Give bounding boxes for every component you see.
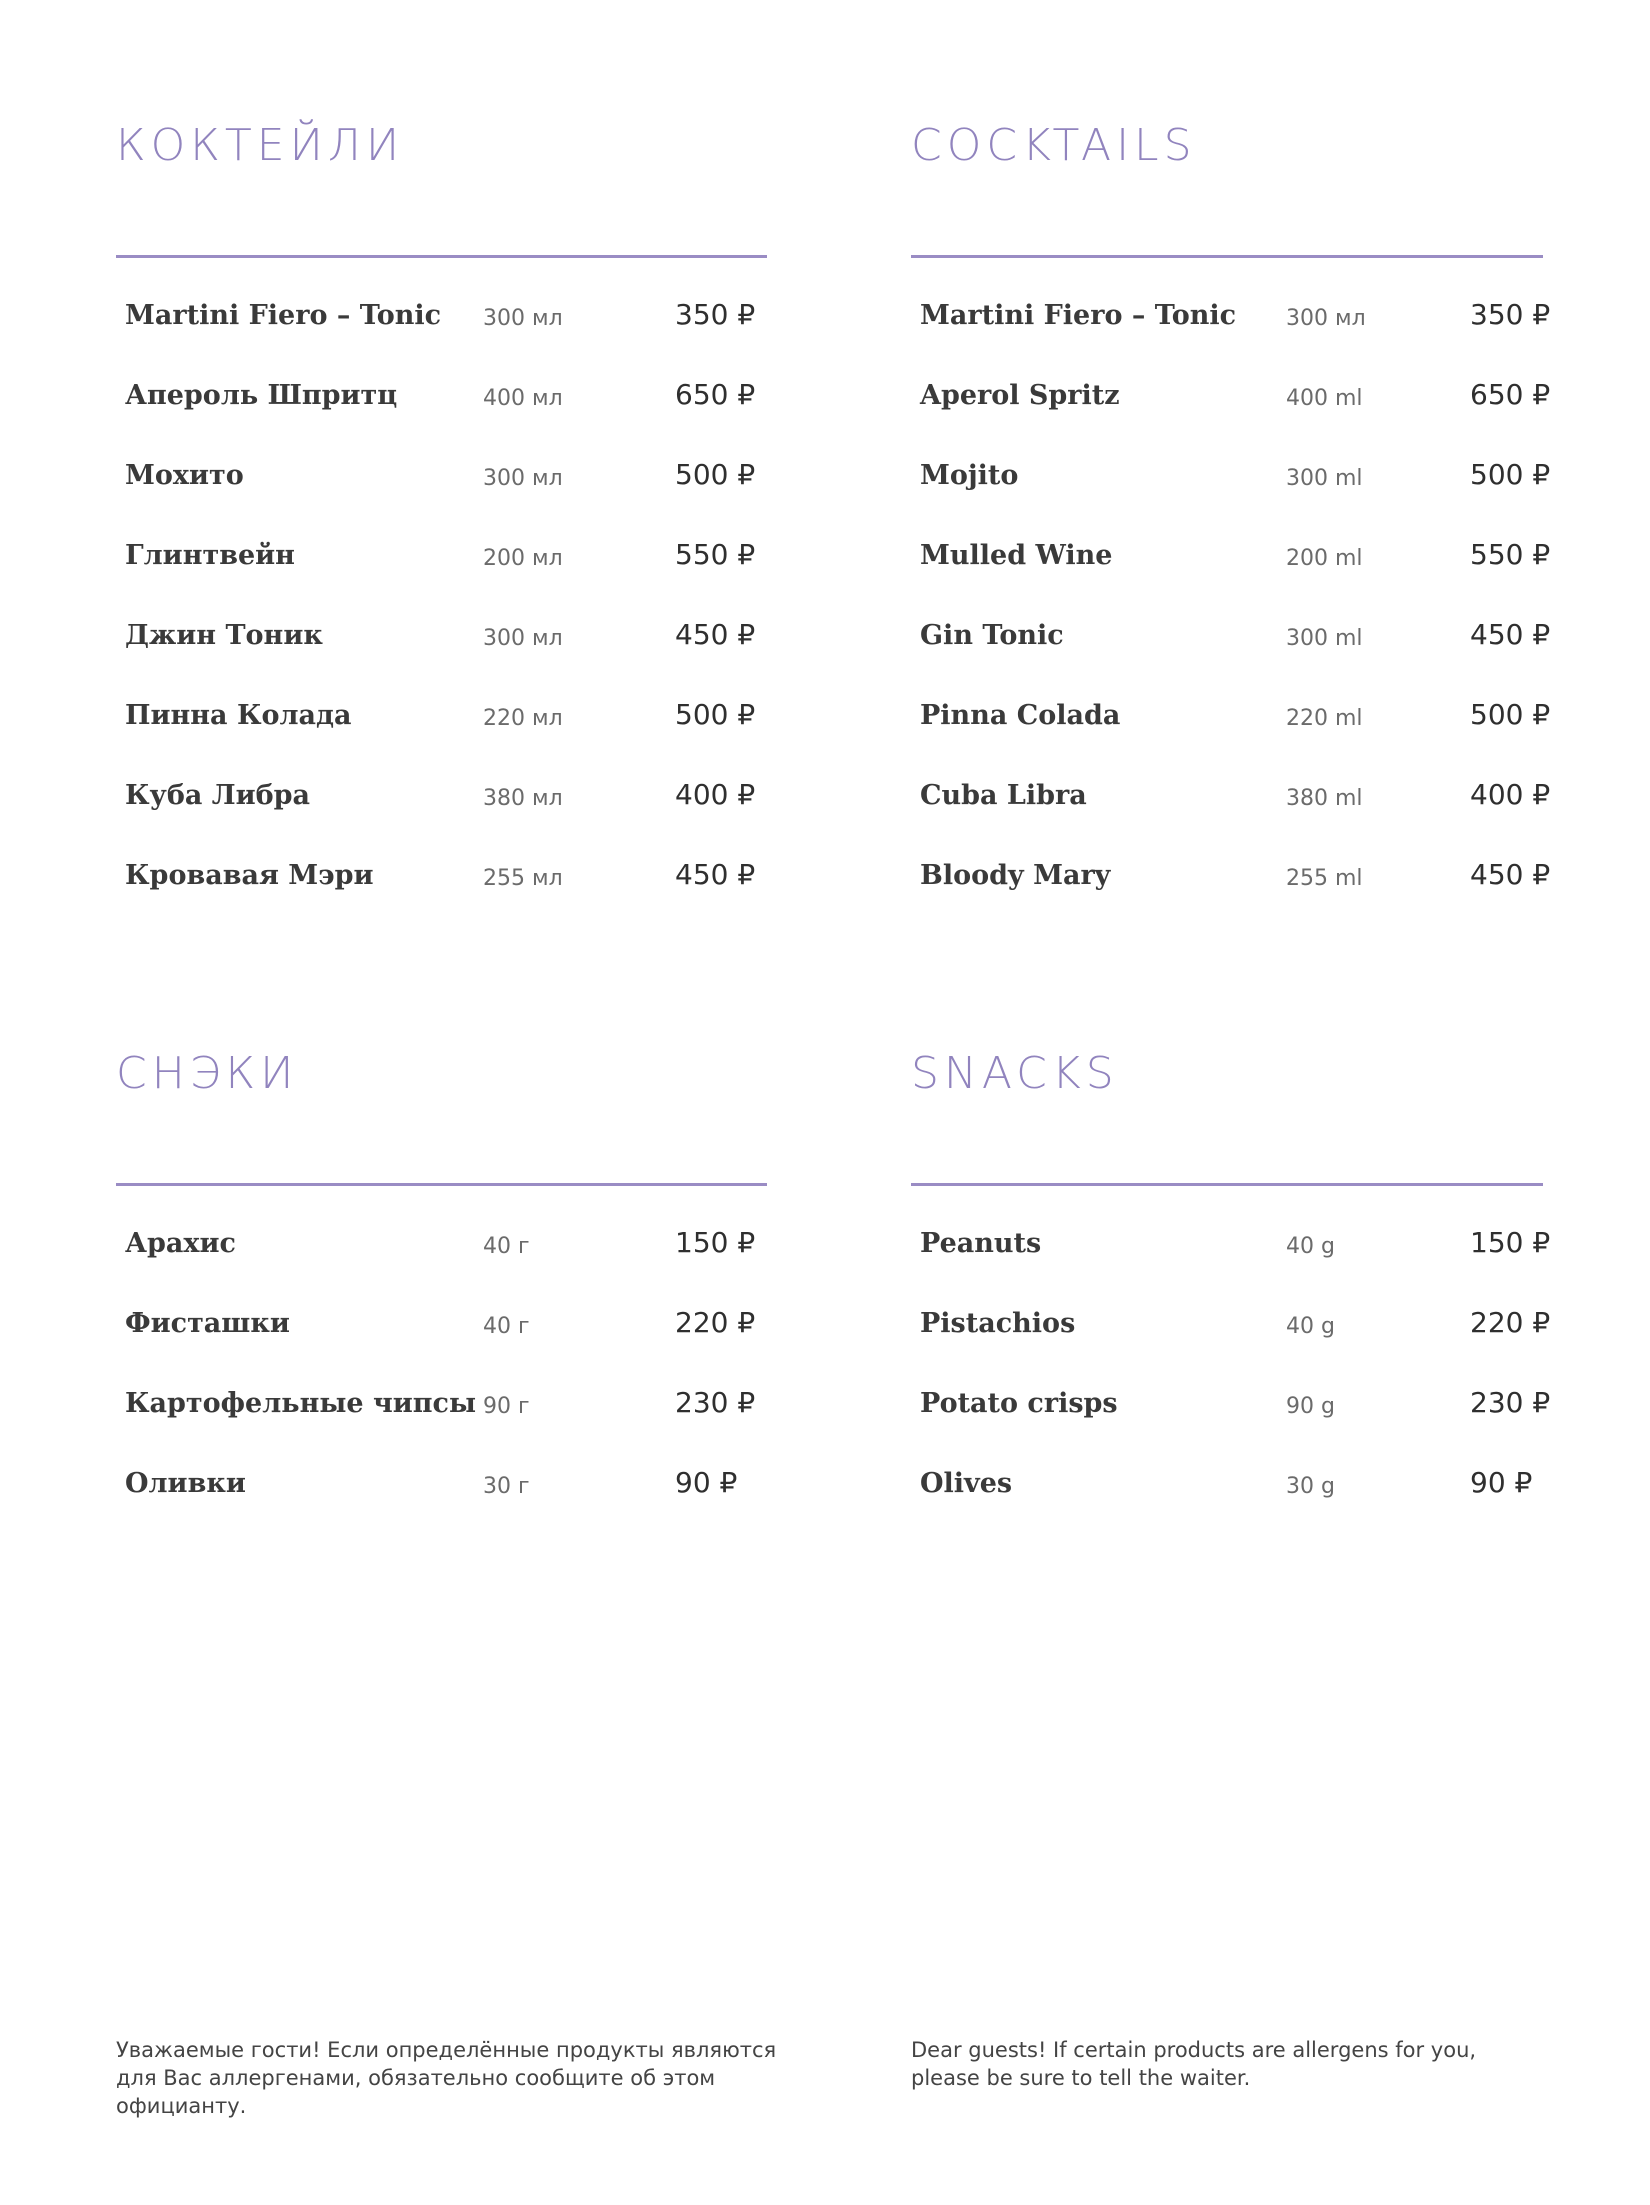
item-price: 500 ₽ — [1470, 698, 1551, 731]
item-name: Pinna Colada — [920, 700, 1121, 731]
menu-item — [125, 602, 767, 682]
item-volume: 380 ml — [1286, 786, 1363, 811]
menu-item — [920, 1290, 1551, 1370]
cocktails-heading-en: COCKTAILS — [911, 120, 1197, 171]
item-name: Martini Fiero – Tonic — [920, 300, 1237, 331]
item-name: Potato crisps — [920, 1388, 1118, 1419]
item-name: Bloody Mary — [920, 860, 1111, 891]
item-price: 500 ₽ — [675, 458, 756, 491]
item-name: Peanuts — [920, 1228, 1042, 1259]
item-price: 450 ₽ — [675, 858, 756, 891]
item-volume: 300 ml — [1286, 466, 1363, 491]
cocktails-heading-ru: КОКТЕЙЛИ — [116, 120, 405, 171]
cocktails-list-en — [920, 282, 1551, 922]
item-price: 650 ₽ — [675, 378, 756, 411]
snacks-divider-ru — [116, 1183, 767, 1186]
menu-item — [920, 442, 1551, 522]
item-price: 400 ₽ — [1470, 778, 1551, 811]
item-price: 350 ₽ — [1470, 298, 1551, 331]
menu-item — [920, 842, 1551, 922]
cocktails-divider-en — [911, 255, 1543, 258]
item-name: Gin Tonic — [920, 620, 1064, 651]
item-name: Martini Fiero – Tonic — [125, 300, 442, 331]
item-price: 650 ₽ — [1470, 378, 1551, 411]
item-volume: 255 ml — [1286, 866, 1363, 891]
menu-item — [125, 1450, 767, 1530]
item-name: Фисташки — [125, 1308, 290, 1339]
menu-item — [920, 1210, 1551, 1290]
item-name: Pistachios — [920, 1308, 1076, 1339]
cocktails-divider-ru — [116, 255, 767, 258]
menu-item — [920, 762, 1551, 842]
item-name: Кровавая Мэри — [125, 860, 374, 891]
snacks-divider-en — [911, 1183, 1543, 1186]
menu-item — [920, 682, 1551, 762]
cocktails-list-ru — [125, 282, 767, 922]
item-volume: 300 мл — [483, 306, 563, 331]
item-volume: 90 г — [483, 1394, 530, 1419]
item-name: Cuba Libra — [920, 780, 1087, 811]
item-price: 450 ₽ — [1470, 618, 1551, 651]
menu-item — [125, 522, 767, 602]
item-volume: 300 мл — [483, 466, 563, 491]
item-name: Мохито — [125, 460, 244, 491]
item-price: 220 ₽ — [675, 1306, 756, 1339]
item-volume: 300 мл — [1286, 306, 1366, 331]
item-name: Пинна Колада — [125, 700, 352, 731]
menu-item — [125, 762, 767, 842]
item-price: 90 ₽ — [675, 1466, 738, 1499]
item-volume: 300 мл — [483, 626, 563, 651]
item-volume: 40 g — [1286, 1314, 1335, 1339]
menu-item — [920, 602, 1551, 682]
menu-item — [125, 1210, 767, 1290]
item-volume: 220 мл — [483, 706, 563, 731]
item-volume: 380 мл — [483, 786, 563, 811]
snacks-list-en — [920, 1210, 1551, 1530]
item-name: Арахис — [125, 1228, 236, 1259]
menu-item — [920, 362, 1551, 442]
item-price: 450 ₽ — [675, 618, 756, 651]
item-volume: 200 мл — [483, 546, 563, 571]
item-price: 500 ₽ — [1470, 458, 1551, 491]
item-price: 230 ₽ — [675, 1386, 756, 1419]
item-name: Aperol Spritz — [920, 380, 1120, 411]
item-volume: 255 мл — [483, 866, 563, 891]
snacks-heading-en: SNACKS — [911, 1048, 1119, 1099]
item-volume: 200 ml — [1286, 546, 1363, 571]
item-name: Апероль Шпритц — [125, 380, 398, 411]
item-name: Mulled Wine — [920, 540, 1113, 571]
item-volume: 30 g — [1286, 1474, 1335, 1499]
item-name: Глинтвейн — [125, 540, 295, 571]
item-volume: 400 ml — [1286, 386, 1363, 411]
item-price: 220 ₽ — [1470, 1306, 1551, 1339]
item-price: 150 ₽ — [1470, 1226, 1551, 1259]
item-volume: 40 г — [483, 1314, 530, 1339]
item-volume: 400 мл — [483, 386, 563, 411]
item-volume: 220 ml — [1286, 706, 1363, 731]
item-price: 450 ₽ — [1470, 858, 1551, 891]
item-volume: 40 g — [1286, 1234, 1335, 1259]
snacks-list-ru — [125, 1210, 767, 1530]
item-price: 500 ₽ — [675, 698, 756, 731]
menu-item — [920, 522, 1551, 602]
allergen-note-ru: Уважаемые гости! Если определённые продукты являются для Вас аллергенами, обязательно сообщите об этом официанту. — [116, 2038, 777, 2118]
menu-item — [920, 1450, 1543, 1530]
item-volume: 40 г — [483, 1234, 530, 1259]
item-price: 550 ₽ — [675, 538, 756, 571]
item-price: 350 ₽ — [675, 298, 756, 331]
snacks-heading-ru: СНЭКИ — [116, 1048, 299, 1099]
item-name: Оливки — [125, 1468, 246, 1499]
menu-item — [125, 842, 767, 922]
menu-item — [920, 282, 1551, 362]
item-volume: 30 г — [483, 1474, 530, 1499]
menu-item — [920, 1370, 1551, 1450]
menu-item — [125, 282, 767, 362]
item-price: 400 ₽ — [675, 778, 756, 811]
menu-item — [125, 1290, 767, 1370]
item-name: Джин Тоник — [125, 620, 323, 651]
allergen-note-en: Dear guests! If certain products are allergens for you, please be sure to tell the waiter. — [911, 2038, 1477, 2090]
item-price: 550 ₽ — [1470, 538, 1551, 571]
item-price: 90 ₽ — [1470, 1466, 1533, 1499]
item-name: Куба Либра — [125, 780, 311, 811]
item-name: Mojito — [920, 460, 1019, 491]
menu-item — [125, 1370, 767, 1450]
menu-item — [125, 362, 767, 442]
item-volume: 90 g — [1286, 1394, 1335, 1419]
item-price: 230 ₽ — [1470, 1386, 1551, 1419]
item-name: Картофельные чипсы — [125, 1388, 477, 1419]
item-volume: 300 ml — [1286, 626, 1363, 651]
item-name: Olives — [920, 1468, 1013, 1499]
menu-item — [125, 682, 767, 762]
menu-item — [125, 442, 767, 522]
item-price: 150 ₽ — [675, 1226, 756, 1259]
